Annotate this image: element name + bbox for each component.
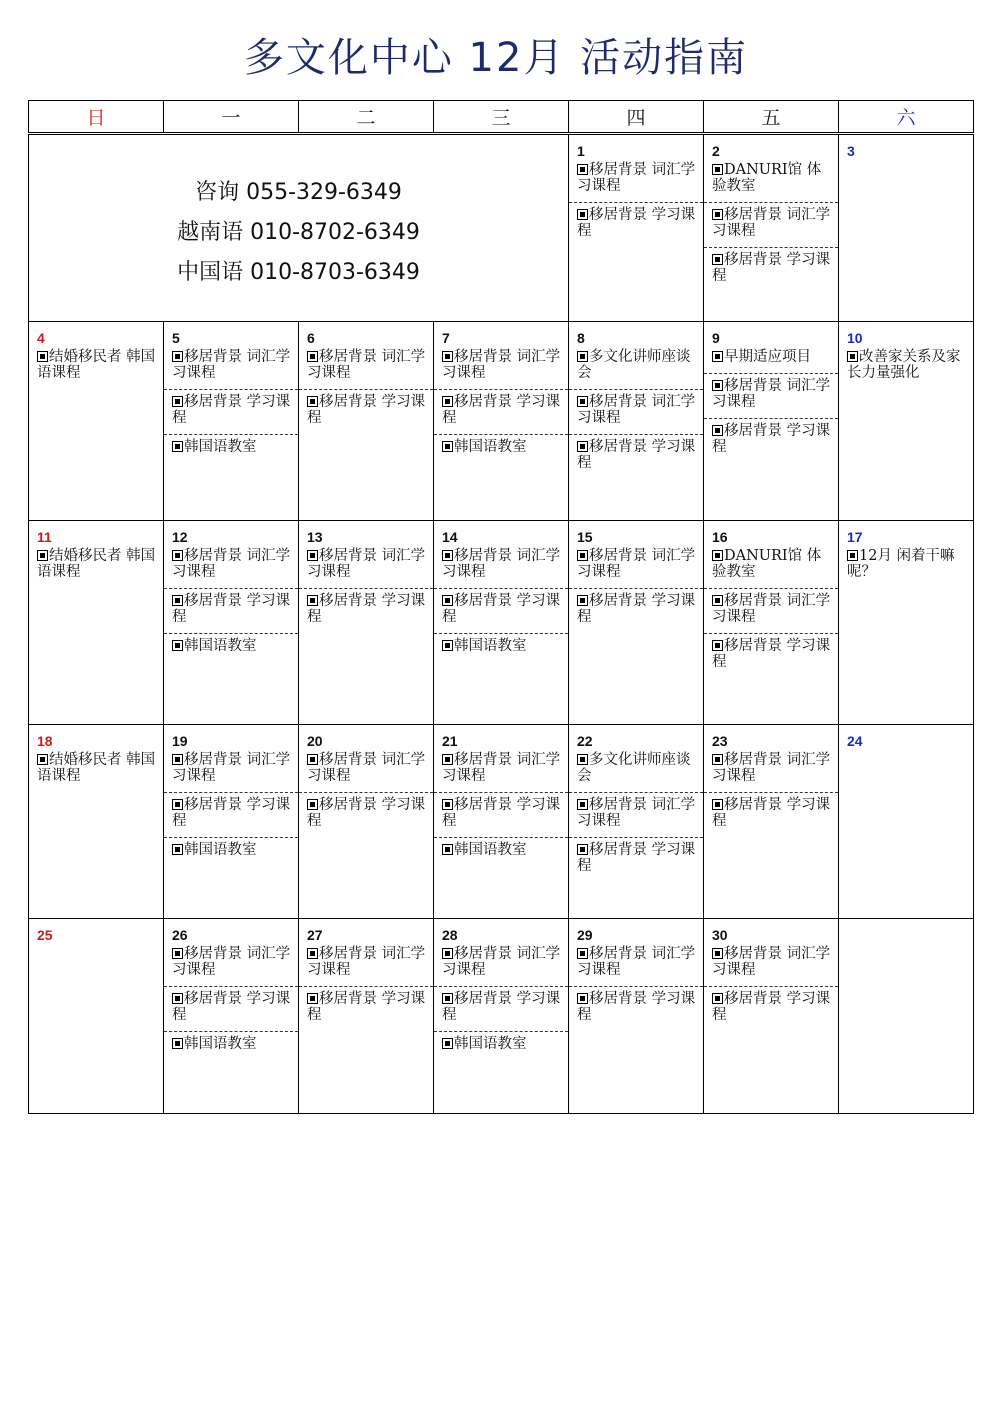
- event-item: [434, 792, 568, 829]
- calendar-day-cell: [704, 322, 839, 521]
- day-number: 23: [712, 733, 728, 749]
- checkbox-square-icon: [577, 993, 588, 1004]
- event-item: [434, 1031, 568, 1052]
- event-list: [29, 347, 163, 381]
- event-label: 早期适应项目: [724, 349, 811, 365]
- checkbox-square-icon: [442, 993, 453, 1004]
- checkbox-square-icon: [712, 209, 723, 220]
- checkbox-square-icon: [307, 948, 318, 959]
- event-label: 移居背景 学习课程: [307, 593, 426, 625]
- event-item: [569, 347, 703, 381]
- checkbox-square-icon: [712, 993, 723, 1004]
- calendar-week-row: [29, 725, 974, 919]
- event-list: [569, 944, 703, 1023]
- event-label: 移居背景 学习课程: [442, 991, 561, 1023]
- event-item: [299, 588, 433, 625]
- event-list: [434, 750, 568, 858]
- checkbox-square-icon: [172, 1038, 183, 1049]
- event-label: 移居背景 学习课程: [712, 638, 831, 670]
- event-item: [299, 389, 433, 426]
- event-item: [29, 546, 163, 580]
- checkbox-square-icon: [37, 550, 48, 561]
- event-list: [704, 160, 838, 284]
- event-item: [704, 986, 838, 1023]
- event-list: [299, 546, 433, 625]
- calendar-body: [29, 134, 974, 1114]
- event-item: [569, 434, 703, 471]
- event-item: [299, 546, 433, 580]
- checkbox-square-icon: [712, 948, 723, 959]
- event-list: [299, 347, 433, 426]
- event-label: 移居背景 学习课程: [442, 797, 561, 829]
- event-item: [434, 347, 568, 381]
- event-list: [164, 546, 298, 654]
- event-list: [299, 944, 433, 1023]
- event-item: [434, 633, 568, 654]
- event-list: [299, 750, 433, 829]
- calendar-day-cell: [29, 919, 164, 1114]
- event-item: [164, 546, 298, 580]
- event-label: 移居背景 学习课程: [712, 423, 831, 455]
- event-label: 移居背景 学习课程: [307, 797, 426, 829]
- checkbox-square-icon: [442, 595, 453, 606]
- event-label: 移居背景 词汇学习课程: [307, 946, 426, 978]
- weekday-sat: 六: [839, 101, 974, 134]
- checkbox-square-icon: [442, 351, 453, 362]
- event-label: 韩国语教室: [184, 439, 257, 455]
- checkbox-square-icon: [172, 799, 183, 810]
- weekday-fri: 五: [704, 101, 839, 134]
- day-number: 28: [442, 927, 458, 943]
- event-list: [164, 750, 298, 858]
- day-number: 6: [307, 330, 315, 346]
- day-number: 22: [577, 733, 593, 749]
- event-item: [704, 944, 838, 978]
- event-label: 移居背景 词汇学习课程: [442, 752, 561, 784]
- checkbox-square-icon: [37, 754, 48, 765]
- weekday-mon: 一: [164, 101, 299, 134]
- day-number: [839, 919, 973, 944]
- event-label: 改善家关系及家长力量强化: [847, 349, 961, 381]
- event-label: 韩国语教室: [184, 1036, 257, 1052]
- event-list: [164, 944, 298, 1052]
- event-label: 多文化讲师座谈会: [577, 752, 691, 784]
- event-label: 移居背景 学习课程: [712, 991, 831, 1023]
- contact-info-cell: [29, 134, 569, 322]
- event-label: 结婚移民者 韩国语课程: [37, 349, 156, 381]
- day-number: 29: [577, 927, 593, 943]
- calendar-day-cell: [164, 521, 299, 725]
- event-label: 移居背景 学习课程: [172, 394, 291, 426]
- checkbox-square-icon: [442, 948, 453, 959]
- event-label: 移居背景 词汇学习课程: [712, 946, 831, 978]
- checkbox-square-icon: [577, 550, 588, 561]
- event-label: 移居背景 词汇学习课程: [577, 797, 696, 829]
- event-item: [569, 837, 703, 874]
- event-item: [164, 389, 298, 426]
- calendar-day-cell: [29, 322, 164, 521]
- event-label: 移居背景 学习课程: [577, 439, 696, 471]
- event-item: [299, 347, 433, 381]
- calendar-table: [28, 100, 974, 1114]
- checkbox-square-icon: [847, 351, 858, 362]
- event-item: [704, 247, 838, 284]
- checkbox-square-icon: [172, 640, 183, 651]
- checkbox-square-icon: [712, 799, 723, 810]
- day-number: 9: [712, 330, 720, 346]
- event-label: 移居背景 词汇学习课程: [307, 548, 426, 580]
- checkbox-square-icon: [577, 595, 588, 606]
- event-list: [569, 750, 703, 874]
- checkbox-square-icon: [172, 441, 183, 452]
- checkbox-square-icon: [172, 844, 183, 855]
- weekday-header-row: [29, 101, 974, 134]
- calendar-week-row: [29, 919, 974, 1114]
- day-number: 18: [37, 733, 53, 749]
- calendar-day-cell: [299, 919, 434, 1114]
- event-label: 移居背景 词汇学习课程: [577, 548, 696, 580]
- event-label: 移居背景 词汇学习课程: [307, 752, 426, 784]
- event-list: [29, 750, 163, 784]
- event-item: [704, 750, 838, 784]
- checkbox-square-icon: [442, 799, 453, 810]
- calendar-week-row: [29, 322, 974, 521]
- event-label: 移居背景 词汇学习课程: [712, 207, 831, 239]
- checkbox-square-icon: [172, 993, 183, 1004]
- calendar-day-cell: [569, 322, 704, 521]
- event-label: DANURI馆 体验教室: [712, 548, 822, 580]
- event-item: [704, 792, 838, 829]
- checkbox-square-icon: [577, 396, 588, 407]
- event-item: [299, 792, 433, 829]
- checkbox-square-icon: [172, 351, 183, 362]
- event-label: 移居背景 学习课程: [172, 797, 291, 829]
- checkbox-square-icon: [172, 948, 183, 959]
- event-list: [569, 546, 703, 625]
- event-label: 结婚移民者 韩国语课程: [37, 548, 156, 580]
- day-number: 19: [172, 733, 188, 749]
- calendar-day-cell: [299, 322, 434, 521]
- event-item: [704, 373, 838, 410]
- day-number: 16: [712, 529, 728, 545]
- event-label: 移居背景 词汇学习课程: [172, 548, 291, 580]
- checkbox-square-icon: [37, 351, 48, 362]
- event-item: [839, 347, 973, 381]
- event-item: [704, 633, 838, 670]
- calendar-day-cell: [434, 521, 569, 725]
- event-label: 移居背景 学习课程: [577, 991, 696, 1023]
- day-number: 7: [442, 330, 450, 346]
- event-item: [569, 202, 703, 239]
- event-list: [704, 347, 838, 455]
- event-label: 移居背景 学习课程: [307, 394, 426, 426]
- day-number: 3: [847, 143, 855, 159]
- event-label: 移居背景 学习课程: [172, 991, 291, 1023]
- event-item: [704, 418, 838, 455]
- event-item: [434, 546, 568, 580]
- event-item: [299, 750, 433, 784]
- event-list: [164, 347, 298, 455]
- event-label: 移居背景 学习课程: [172, 593, 291, 625]
- calendar-day-cell: [569, 521, 704, 725]
- checkbox-square-icon: [712, 595, 723, 606]
- event-item: [839, 546, 973, 580]
- day-number: 14: [442, 529, 458, 545]
- day-number: 11: [37, 529, 52, 545]
- checkbox-square-icon: [577, 799, 588, 810]
- event-item: [704, 202, 838, 239]
- calendar-day-cell: [839, 725, 974, 919]
- calendar-week-row: [29, 134, 974, 322]
- calendar-day-cell: [704, 725, 839, 919]
- calendar-day-cell: [29, 725, 164, 919]
- checkbox-square-icon: [442, 640, 453, 651]
- event-item: [29, 347, 163, 381]
- calendar-day-cell: [164, 725, 299, 919]
- calendar-day-cell: [299, 521, 434, 725]
- event-label: 移居背景 词汇学习课程: [712, 378, 831, 410]
- event-item: [434, 434, 568, 455]
- event-label: 移居背景 学习课程: [307, 991, 426, 1023]
- event-label: 韩国语教室: [454, 1036, 527, 1052]
- calendar-day-cell: [164, 322, 299, 521]
- event-list: [704, 944, 838, 1023]
- event-label: 移居背景 词汇学习课程: [172, 946, 291, 978]
- day-number: 26: [172, 927, 188, 943]
- checkbox-square-icon: [712, 164, 723, 175]
- event-item: [704, 588, 838, 625]
- checkbox-square-icon: [442, 844, 453, 855]
- event-label: 移居背景 学习课程: [442, 394, 561, 426]
- event-item: [569, 160, 703, 194]
- event-list: [704, 750, 838, 829]
- event-item: [164, 633, 298, 654]
- checkbox-square-icon: [577, 441, 588, 452]
- event-label: 移居背景 词汇学习课程: [172, 752, 291, 784]
- event-item: [434, 389, 568, 426]
- event-label: 移居背景 词汇学习课程: [442, 548, 561, 580]
- event-label: 移居背景 词汇学习课程: [442, 946, 561, 978]
- event-list: [839, 347, 973, 381]
- event-item: [569, 546, 703, 580]
- checkbox-square-icon: [712, 351, 723, 362]
- event-label: 韩国语教室: [454, 439, 527, 455]
- checkbox-square-icon: [442, 550, 453, 561]
- event-item: [704, 347, 838, 365]
- contact-line: 中国语 010-8703-6349: [177, 260, 420, 285]
- event-label: 韩国语教室: [184, 842, 257, 858]
- contact-info: [29, 135, 568, 293]
- page-title: 多文化中心 12月 活动指南: [243, 35, 749, 81]
- checkbox-square-icon: [712, 640, 723, 651]
- event-list: [434, 347, 568, 455]
- checkbox-square-icon: [307, 993, 318, 1004]
- checkbox-square-icon: [577, 164, 588, 175]
- event-list: [839, 546, 973, 580]
- calendar-week-row: [29, 521, 974, 725]
- event-item: [569, 792, 703, 829]
- event-label: 结婚移民者 韩国语课程: [37, 752, 156, 784]
- event-label: 移居背景 词汇学习课程: [307, 349, 426, 381]
- weekday-tue: 二: [299, 101, 434, 134]
- event-label: 移居背景 词汇学习课程: [577, 162, 696, 194]
- event-item: [164, 434, 298, 455]
- checkbox-square-icon: [577, 754, 588, 765]
- calendar-day-cell: [29, 521, 164, 725]
- event-item: [569, 389, 703, 426]
- event-label: 移居背景 学习课程: [577, 207, 696, 239]
- day-number: 12: [172, 529, 188, 545]
- checkbox-square-icon: [712, 425, 723, 436]
- calendar-day-cell: [434, 919, 569, 1114]
- contact-line: 咨询 055-329-6349: [195, 180, 402, 205]
- checkbox-square-icon: [172, 550, 183, 561]
- event-list: [434, 944, 568, 1052]
- event-label: 韩国语教室: [454, 638, 527, 654]
- event-item: [569, 588, 703, 625]
- checkbox-square-icon: [307, 754, 318, 765]
- event-item: [704, 546, 838, 580]
- day-number: 24: [847, 733, 863, 749]
- checkbox-square-icon: [172, 396, 183, 407]
- day-number: 2: [712, 143, 720, 159]
- calendar-day-cell: [839, 134, 974, 322]
- event-label: 移居背景 学习课程: [577, 842, 696, 874]
- checkbox-square-icon: [442, 396, 453, 407]
- event-label: 移居背景 学习课程: [442, 593, 561, 625]
- event-item: [164, 750, 298, 784]
- calendar-day-cell: [839, 322, 974, 521]
- event-label: 韩国语教室: [184, 638, 257, 654]
- event-item: [434, 837, 568, 858]
- checkbox-square-icon: [442, 1038, 453, 1049]
- checkbox-square-icon: [172, 754, 183, 765]
- checkbox-square-icon: [847, 550, 858, 561]
- day-number: 21: [442, 733, 458, 749]
- event-item: [29, 750, 163, 784]
- event-label: 移居背景 词汇学习课程: [712, 752, 831, 784]
- event-label: 移居背景 词汇学习课程: [577, 946, 696, 978]
- calendar-day-cell: [704, 521, 839, 725]
- event-item: [569, 986, 703, 1023]
- calendar-day-cell: [434, 725, 569, 919]
- event-item: [569, 944, 703, 978]
- event-item: [434, 944, 568, 978]
- event-item: [434, 750, 568, 784]
- calendar-day-cell: [434, 322, 569, 521]
- contact-line: 越南语 010-8702-6349: [177, 220, 420, 245]
- event-item: [164, 347, 298, 381]
- checkbox-square-icon: [307, 351, 318, 362]
- checkbox-square-icon: [712, 254, 723, 265]
- day-number: 10: [847, 330, 863, 346]
- event-list: [704, 546, 838, 670]
- calendar-day-cell: [839, 919, 974, 1114]
- event-label: 移居背景 词汇学习课程: [172, 349, 291, 381]
- event-item: [164, 588, 298, 625]
- checkbox-square-icon: [712, 380, 723, 391]
- event-list: [569, 160, 703, 239]
- checkbox-square-icon: [577, 351, 588, 362]
- event-item: [164, 1031, 298, 1052]
- event-list: [434, 546, 568, 654]
- calendar-day-cell: [839, 521, 974, 725]
- event-item: [299, 944, 433, 978]
- calendar-day-cell: [569, 919, 704, 1114]
- event-item: [164, 986, 298, 1023]
- event-label: 移居背景 学习课程: [712, 252, 831, 284]
- checkbox-square-icon: [712, 754, 723, 765]
- day-number: 30: [712, 927, 728, 943]
- day-number: 13: [307, 529, 323, 545]
- event-label: 移居背景 词汇学习课程: [442, 349, 561, 381]
- checkbox-square-icon: [172, 595, 183, 606]
- day-number: 4: [37, 330, 45, 346]
- calendar-day-cell: [569, 725, 704, 919]
- weekday-thu: 四: [569, 101, 704, 134]
- day-number: 15: [577, 529, 593, 545]
- day-number: 20: [307, 733, 323, 749]
- calendar-day-cell: [704, 919, 839, 1114]
- event-label: 韩国语教室: [454, 842, 527, 858]
- day-number: 27: [307, 927, 323, 943]
- event-item: [704, 160, 838, 194]
- checkbox-square-icon: [577, 948, 588, 959]
- event-label: 12月 闲着干嘛呢？: [847, 548, 955, 580]
- weekday-wed: 三: [434, 101, 569, 134]
- event-label: DANURI馆 体验教室: [712, 162, 822, 194]
- checkbox-square-icon: [577, 844, 588, 855]
- checkbox-square-icon: [442, 754, 453, 765]
- checkbox-square-icon: [577, 209, 588, 220]
- event-label: 移居背景 词汇学习课程: [712, 593, 831, 625]
- event-item: [164, 944, 298, 978]
- event-item: [299, 986, 433, 1023]
- checkbox-square-icon: [307, 550, 318, 561]
- event-label: 移居背景 词汇学习课程: [577, 394, 696, 426]
- event-list: [29, 546, 163, 580]
- event-label: 多文化讲师座谈会: [577, 349, 691, 381]
- event-item: [434, 986, 568, 1023]
- day-number: 17: [847, 529, 863, 545]
- day-number: 8: [577, 330, 585, 346]
- event-item: [164, 792, 298, 829]
- event-label: 移居背景 学习课程: [577, 593, 696, 625]
- checkbox-square-icon: [307, 799, 318, 810]
- calendar-day-cell: [299, 725, 434, 919]
- event-item: [569, 750, 703, 784]
- event-list: [569, 347, 703, 471]
- day-number: 25: [37, 927, 53, 943]
- event-item: [434, 588, 568, 625]
- checkbox-square-icon: [442, 441, 453, 452]
- day-number: 1: [577, 143, 585, 159]
- checkbox-square-icon: [307, 595, 318, 606]
- checkbox-square-icon: [307, 396, 318, 407]
- calendar-day-cell: [704, 134, 839, 322]
- calendar-day-cell: [569, 134, 704, 322]
- event-label: 移居背景 学习课程: [712, 797, 831, 829]
- day-number: 5: [172, 330, 180, 346]
- checkbox-square-icon: [712, 550, 723, 561]
- weekday-sun: 日: [29, 101, 164, 134]
- event-item: [164, 837, 298, 858]
- calendar-day-cell: [164, 919, 299, 1114]
